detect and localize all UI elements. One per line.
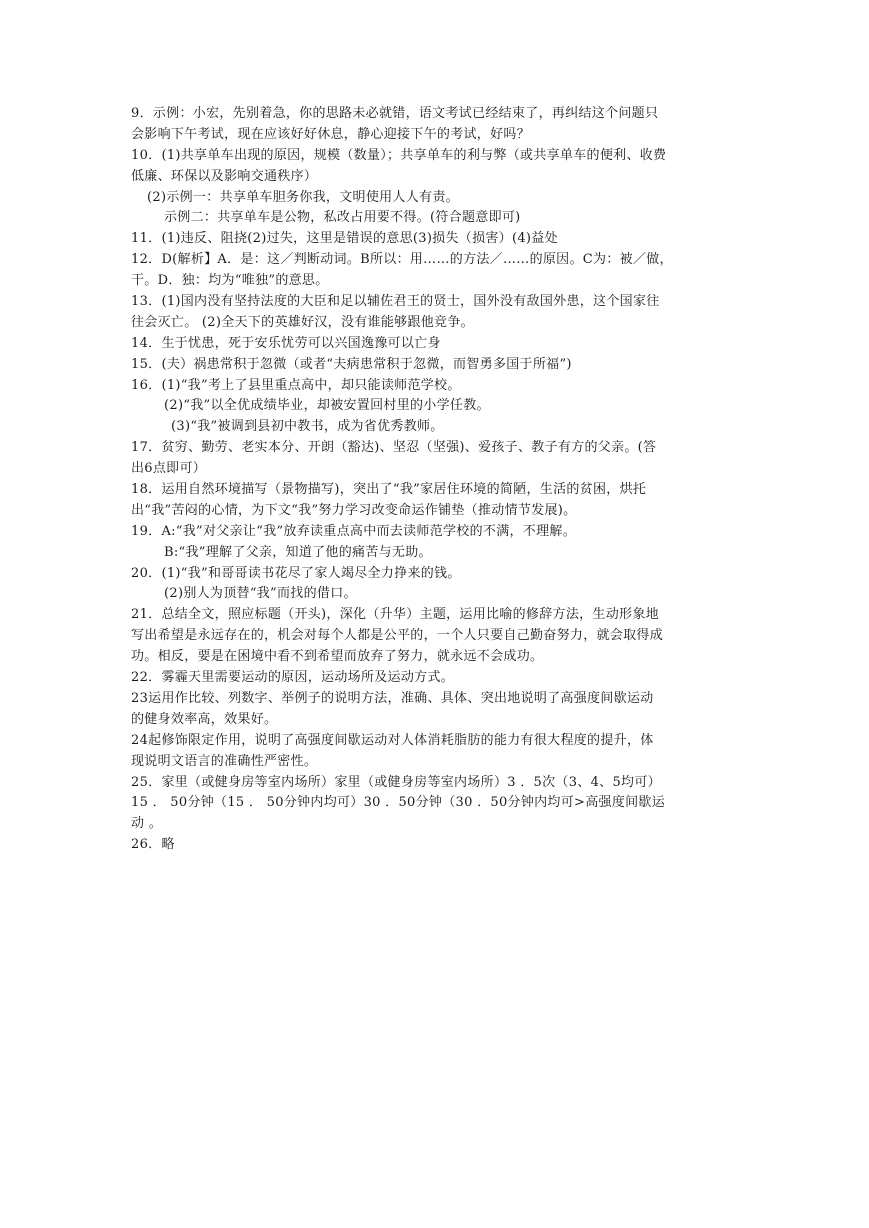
answer-line: 23运用作比较、列数字、举例子的说明方法，准确、具体、突出地说明了高强度间歇运动 xyxy=(131,690,654,706)
answer-line: 11．(1)违反、阻挠(2)过失，这里是错误的意思(3)损失（损害）(4)益处 xyxy=(131,231,558,247)
answer-line: 低廉、环保以及影响交通秩序） xyxy=(131,168,318,184)
answer-line: B:“我”理解了父亲，知道了他的痛苦与无助。 xyxy=(164,544,432,560)
answer-line: 功。相反，要是在困境中看不到希望而放弃了努力，就永远不会成功。 xyxy=(131,649,544,665)
answer-line: (3)“我”被调到县初中教书，成为省优秀教师。 xyxy=(171,419,444,435)
answer-line: 19．A:“我”对父亲让“我”放弃读重点高中而去读师范学校的不满，不理解。 xyxy=(131,523,576,539)
answer-line: 15．(夫）祸患常积于忽微（或者“夫病患常积于忽微，而智勇多国于所福”) xyxy=(131,356,572,372)
answer-line: 15 ． 50分钟（15 ． 50分钟内均可）30 ．50分钟（30 ．50分钟内均可>高强度间歇运 xyxy=(131,795,666,811)
answer-line: 24起修饰限定作用，说明了高强度间歇运动对人体消耗脂肪的能力有很大程度的提升，体 xyxy=(131,732,654,748)
answer-line: (2)示例一：共享单车胆务你我，文明使用人人有责。 xyxy=(147,189,459,205)
answer-line: 25．家里（或健身房等室内场所）家里（或健身房等室内场所）3 ．5次（3、4、5均可） xyxy=(131,774,661,790)
answer-line: 10．(1)共享单车出现的原因，规模（数量）；共享单车的利与弊（或共享单车的便利、收费 xyxy=(131,147,667,163)
answer-key-page xyxy=(131,104,741,856)
answer-line: 动 。 xyxy=(131,816,163,832)
answer-line: 18．运用自然环境描写（景物描写)，突出了“我”家居住环境的简陋，生活的贫困，烘托 xyxy=(131,482,647,498)
answer-line: 21．总结全文，照应标题（开头)，深化（升华）主题，运用比喻的修辞方法，生动形象地 xyxy=(131,607,659,623)
answer-line: 14．生于忧患，死于安乐忧劳可以兴国逸豫可以亡身 xyxy=(131,335,441,351)
answer-line: 写出希望是永远存在的，机会对每个人都是公平的，一个人只要自己勤奋努力，就会取得成 xyxy=(131,628,664,644)
answer-line: 17．贫穷、勤劳、老实本分、开朗（豁达)、坚忍（坚强)、爱孩子、教子有方的父亲。(答 xyxy=(131,440,657,456)
answer-line: 示例二：共享单车是公物，私改占用要不得。(符合题意即可) xyxy=(164,210,521,226)
answer-line: 现说明文语言的准确性严密性。 xyxy=(131,753,318,769)
answer-line: 22．雾霾天里需要运动的原因，运动场所及运动方式。 xyxy=(131,670,455,686)
answer-line: 会影响下午考试，现在应该好好休息，静心迎接下午的考试，好吗？ xyxy=(131,126,531,142)
answer-line: 干。D．独：均为“唯独”的意思。 xyxy=(131,273,329,289)
answer-line: 9．示例：小宏，先别着急，你的思路未必就错，语文考试已经结束了，再纠结这个问题只 xyxy=(131,106,659,121)
answer-line: 26．略 xyxy=(131,837,175,853)
answer-line: (2)“我”以全优成绩毕业，却被安置回村里的小学任教。 xyxy=(164,398,490,414)
answer-line: 13．(1)国内没有坚持法度的大臣和足以辅佐君王的贤士，国外没有敌国外患，这个国家往 xyxy=(131,294,660,310)
answer-line: 16．(1)“我”考上了县里重点高中，却只能读师范学校。 xyxy=(131,377,461,393)
answer-line: 出“我”苦闷的心情，为下文“我”努力学习改变命运作铺垫（推动情节发展)。 xyxy=(131,502,577,518)
answer-line: (2)别人为顶替“我”而找的借口。 xyxy=(164,586,357,602)
answer-line: 12．D(解析】A．是：这／判断动词。B所以：用……的方法／……的原因。C为：被／做， xyxy=(131,252,673,268)
answer-line: 的健身效率高，效果好。 xyxy=(131,711,278,727)
answer-line: 往会灭亡。 (2)全天下的英雄好汉，没有谁能够跟他竞争。 xyxy=(131,314,474,330)
answer-line: 20．(1)“我”和哥哥读书花尽了家人竭尽全力挣来的钱。 xyxy=(131,565,461,581)
answer-line: 出6点即可） xyxy=(131,461,207,477)
